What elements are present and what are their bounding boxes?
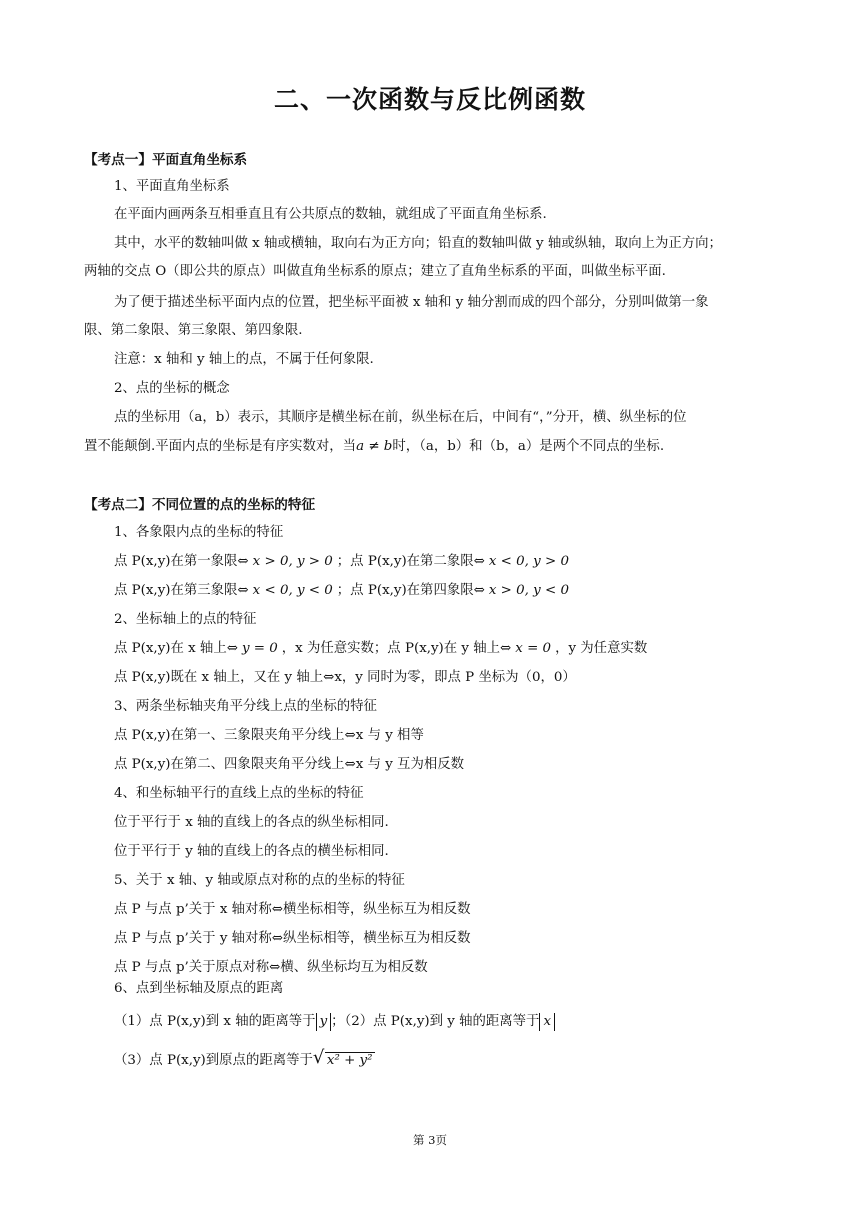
section-heading-2: 【考点二】不同位置的点的坐标的特征 <box>84 497 316 513</box>
subheading: 5、关于 x 轴、y 轴或原点对称的点的坐标的特征 <box>114 873 405 888</box>
parallel-line-2: 位于平行于 y 轴的直线上的各点的横坐标相同. <box>114 844 389 859</box>
paragraph: 限、第二象限、第三象限、第四象限. <box>84 323 303 338</box>
math-expression: x > 0, y < 0 <box>488 583 569 598</box>
quadrant-line-1 <box>114 553 573 571</box>
paragraph <box>84 438 664 456</box>
square-root <box>312 1047 375 1070</box>
text: 时，（a，b）和（b，a）是两个不同点的坐标. <box>392 439 665 454</box>
symmetry-line-3: 点 P 与点 p’关于原点对称⇔横、纵坐标均互为相反数 <box>114 960 428 975</box>
distance-line-2 <box>114 1047 375 1070</box>
paragraph: 为了便于描述坐标平面内点的位置，把坐标平面被 x 轴和 y 轴分割而成的四个部分，分别叫做第一象 <box>114 295 709 310</box>
text: 点 P(x,y)在第三象限⇔ <box>114 583 249 598</box>
page-number: 第 3页 <box>413 1133 447 1147</box>
paragraph: 两轴的交点 O（即公共的原点）叫做直角坐标系的原点；建立了直角坐标系的平面，叫做坐标平面. <box>84 264 666 279</box>
bisector-line-1: 点 P(x,y)在第一、三象限夹角平分线上⇔x 与 y 相等 <box>114 728 424 743</box>
math-expression: y = 0 <box>241 641 278 656</box>
math-expression: x < 0, y < 0 <box>252 583 333 598</box>
symmetry-line-2: 点 P 与点 p’关于 y 轴对称⇔纵坐标相等，横坐标互为相反数 <box>114 931 471 946</box>
math-expression: x = 0 <box>515 641 552 656</box>
paragraph: 点的坐标用（a，b）表示，其顺序是横坐标在前，纵坐标在后，中间有“，”分开，横、纵坐标的位 <box>114 410 687 425</box>
subheading-coordinate-system: 1、平面直角坐标系 <box>114 179 230 194</box>
parallel-line-1: 位于平行于 x 轴的直线上的各点的纵坐标相同. <box>114 815 389 830</box>
absolute-value: y <box>316 1013 332 1031</box>
axis-line-2: 点 P(x,y)既在 x 轴上，又在 y 轴上⇔x，y 同时为零，即点 P 坐标为（0，0） <box>114 670 576 685</box>
text: ；点 P(x,y)在第二象限⇔ <box>336 554 485 569</box>
subheading: 6、点到坐标轴及原点的距离 <box>114 981 284 996</box>
text: （1）点 P(x,y)到 x 轴的距离等于 <box>114 1014 316 1029</box>
axis-line-1 <box>114 640 647 658</box>
symmetry-line-1: 点 P 与点 p’关于 x 轴对称⇔横坐标相等，纵坐标互为相反数 <box>114 902 471 917</box>
text: （3）点 P(x,y)到原点的距离等于 <box>114 1053 313 1068</box>
subheading: 3、两条坐标轴夹角平分线上点的坐标的特征 <box>114 699 377 714</box>
text: ，y 为任意实数 <box>555 641 648 656</box>
paragraph: 其中，水平的数轴叫做 x 轴或横轴，取向右为正方向；铅直的数轴叫做 y 轴或纵轴，取向上为正方向； <box>114 236 722 251</box>
distance-line-1 <box>114 1013 555 1031</box>
absolute-value: x <box>539 1013 555 1031</box>
subheading: 4、和坐标轴平行的直线上点的坐标的特征 <box>114 786 364 801</box>
subheading-point-coordinates: 2、点的坐标的概念 <box>114 381 230 396</box>
subheading: 1、各象限内点的坐标的特征 <box>114 525 284 540</box>
text: 点 P(x,y)在 x 轴上⇔ <box>114 641 238 656</box>
section-heading-1: 【考点一】平面直角坐标系 <box>84 152 248 168</box>
note: 注意：x 轴和 y 轴上的点，不属于任何象限. <box>114 352 374 367</box>
math-expression: x > 0, y > 0 <box>252 554 333 569</box>
radicand: x² + y² <box>326 1053 373 1068</box>
text: ；点 P(x,y)在第四象限⇔ <box>336 583 485 598</box>
paragraph: 在平面内画两条互相垂直且有公共原点的数轴，就组成了平面直角坐标系. <box>114 207 547 222</box>
subheading: 2、坐标轴上的点的特征 <box>114 612 257 627</box>
text: 置不能颠倒.平面内点的坐标是有序实数对，当 <box>84 439 357 454</box>
text: ，x 为任意实数；点 P(x,y)在 y 轴上⇔ <box>281 641 512 656</box>
math-expression: x < 0, y > 0 <box>488 554 569 569</box>
radical-sign-icon: √ <box>312 1047 325 1068</box>
quadrant-line-2 <box>114 582 573 600</box>
math-expression: a ≠ b <box>356 439 393 454</box>
text: 点 P(x,y)在第一象限⇔ <box>114 554 249 569</box>
text: ；（2）点 P(x,y)到 y 轴的距离等于 <box>331 1014 540 1029</box>
page-title: 二、一次函数与反比例函数 <box>273 85 586 114</box>
bisector-line-2: 点 P(x,y)在第二、四象限夹角平分线上⇔x 与 y 互为相反数 <box>114 757 465 772</box>
